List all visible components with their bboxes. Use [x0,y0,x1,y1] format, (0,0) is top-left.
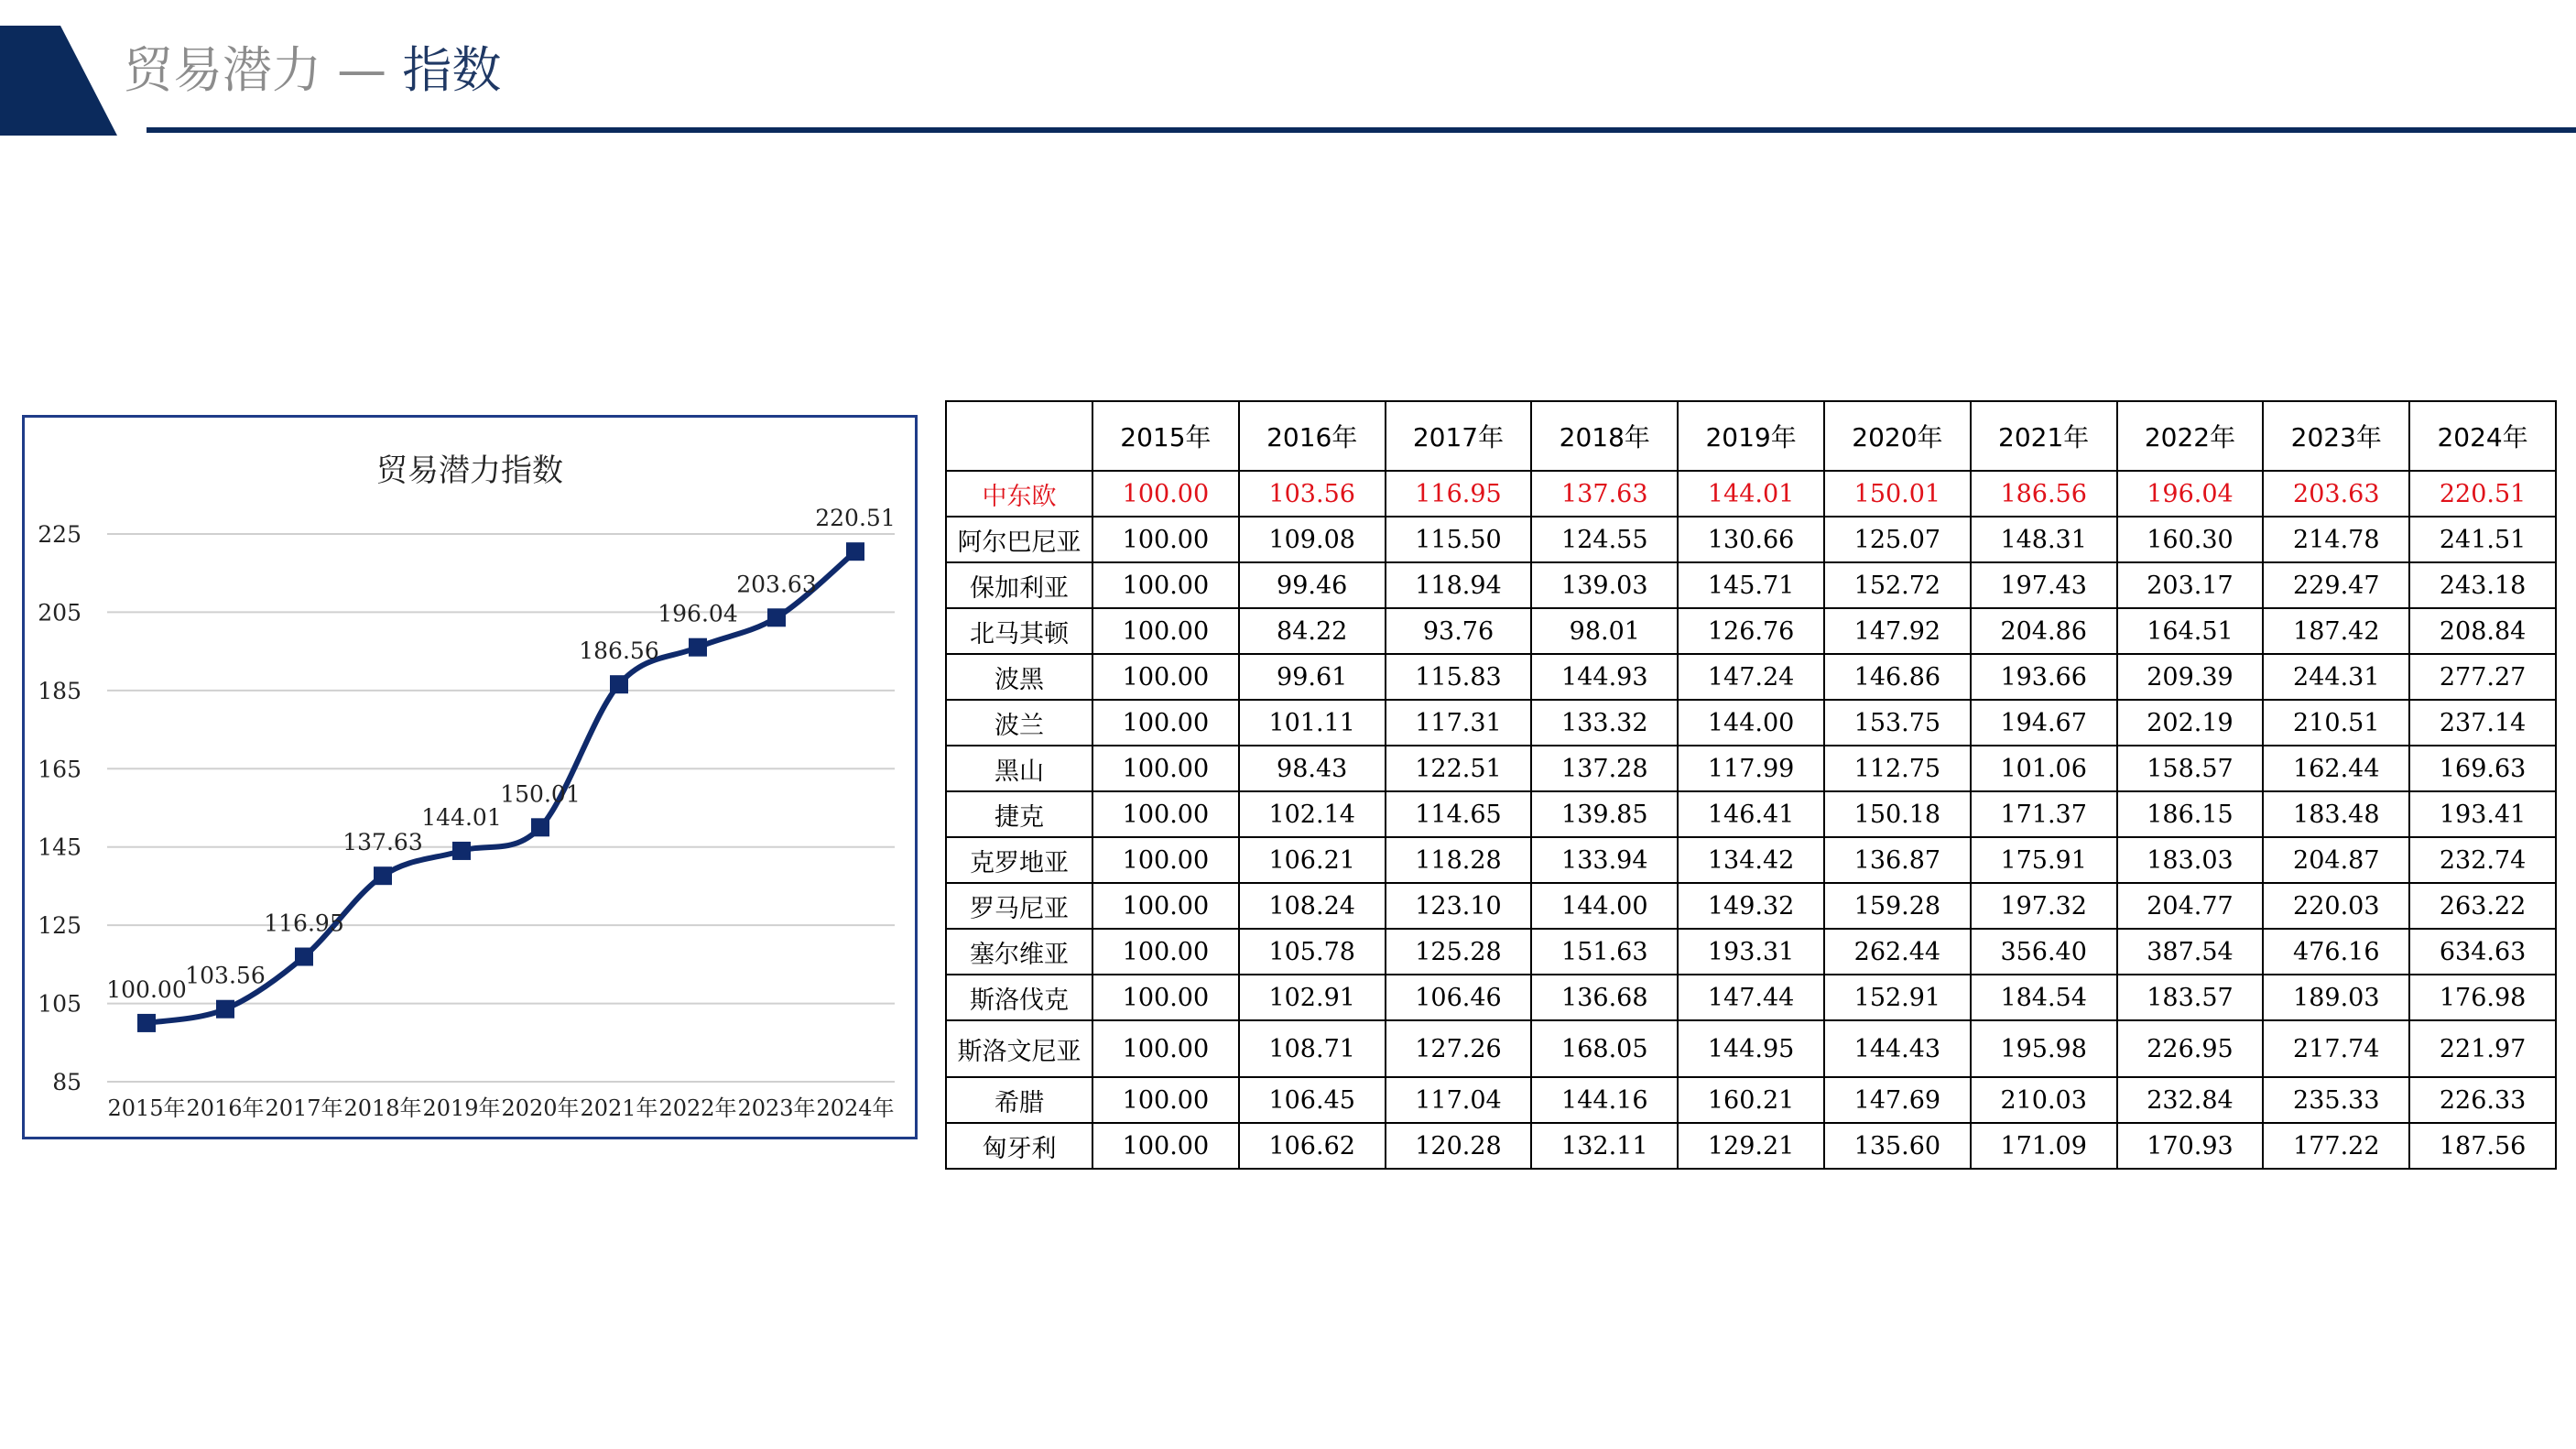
table-cell: 232.84 [2117,1077,2264,1123]
table-cell: 116.95 [1386,471,1532,517]
table-cell: 102.14 [1239,791,1386,837]
trade-potential-table [945,400,2557,1170]
table-cell: 145.71 [1678,562,1824,608]
table-cell: 235.33 [2263,1077,2409,1123]
table-cell: 144.16 [1531,1077,1678,1123]
y-tick-label: 185 [38,677,82,704]
table-cell: 176.98 [2409,975,2556,1020]
table-cell: 106.46 [1386,975,1532,1020]
table-cell: 114.65 [1386,791,1532,837]
data-point-marker [295,948,313,966]
table-cell: 93.76 [1386,608,1532,654]
table-cell: 98.01 [1531,608,1678,654]
table-cell: 144.00 [1531,883,1678,929]
table-cell: 100.00 [1092,562,1239,608]
table-cell: 170.93 [2117,1123,2264,1169]
table-cell: 135.60 [1824,1123,1971,1169]
table-cell: 171.09 [1971,1123,2117,1169]
x-tick-label: 2022年 [658,1095,737,1121]
table-row [946,1020,2556,1077]
table-cell: 125.07 [1824,517,1971,562]
table-cell: 168.05 [1531,1020,1678,1077]
data-point-marker [374,866,392,885]
chart-title: 贸易潜力指数 [376,452,563,489]
table-cell: 100.00 [1092,975,1239,1020]
table-cell: 204.87 [2263,837,2409,883]
table-column-header: 2022年 [2117,401,2264,471]
table-cell: 226.33 [2409,1077,2556,1123]
table-cell: 134.42 [1678,837,1824,883]
table-cell: 126.76 [1678,608,1824,654]
table-cell: 137.28 [1531,746,1678,791]
table-cell: 153.75 [1824,700,1971,746]
table-cell: 118.28 [1386,837,1532,883]
table-cell: 100.00 [1092,883,1239,929]
y-tick-label: 165 [38,756,82,783]
table-cell: 229.47 [2263,562,2409,608]
table-cell: 152.72 [1824,562,1971,608]
table-cell: 186.56 [1971,471,2117,517]
table-cell: 127.26 [1386,1020,1532,1077]
table-cell: 117.99 [1678,746,1824,791]
table-row [946,608,2556,654]
table-column-header: 2023年 [2263,401,2409,471]
table-cell: 109.08 [1239,517,1386,562]
data-point-marker [531,818,549,836]
table-cell: 136.68 [1531,975,1678,1020]
table-cell: 100.00 [1092,1123,1239,1169]
table-cell: 101.06 [1971,746,2117,791]
data-point-marker [137,1014,156,1032]
line-chart-panel [22,415,918,1139]
table-cell: 147.44 [1678,975,1824,1020]
line-chart [25,418,915,1137]
table-row-label: 保加利亚 [946,562,1092,608]
table-cell: 232.74 [2409,837,2556,883]
table-cell: 171.37 [1971,791,2117,837]
x-tick-label: 2019年 [422,1095,501,1121]
data-label: 150.01 [500,780,581,808]
table-column-header: 2016年 [1239,401,1386,471]
table-cell: 123.10 [1386,883,1532,929]
table-cell: 115.83 [1386,654,1532,700]
table-cell: 84.22 [1239,608,1386,654]
table-cell: 144.01 [1678,471,1824,517]
table-row-label: 克罗地亚 [946,837,1092,883]
table-column-header: 2021年 [1971,401,2117,471]
table-cell: 144.93 [1531,654,1678,700]
table-row [946,1077,2556,1123]
table-cell: 152.91 [1824,975,1971,1020]
table-cell: 133.32 [1531,700,1678,746]
table-cell: 139.03 [1531,562,1678,608]
table-cell: 184.54 [1971,975,2117,1020]
table-cell: 220.03 [2263,883,2409,929]
table-cell: 208.84 [2409,608,2556,654]
data-label: 203.63 [736,571,817,598]
table-cell: 164.51 [2117,608,2264,654]
table-cell: 147.92 [1824,608,1971,654]
table-cell: 210.51 [2263,700,2409,746]
table-cell: 101.11 [1239,700,1386,746]
table-cell: 175.91 [1971,837,2117,883]
table-cell: 106.45 [1239,1077,1386,1123]
table-cell: 220.51 [2409,471,2556,517]
table-cell: 243.18 [2409,562,2556,608]
y-tick-label: 225 [38,521,82,548]
table-cell: 100.00 [1092,746,1239,791]
table-cell: 100.00 [1092,1020,1239,1077]
table-cell: 169.63 [2409,746,2556,791]
table-cell: 193.66 [1971,654,2117,700]
table-row-label: 北马其顿 [946,608,1092,654]
data-label: 220.51 [815,505,896,532]
data-label: 144.01 [421,803,502,831]
table-cell: 189.03 [2263,975,2409,1020]
table-cell: 100.00 [1092,837,1239,883]
table-cell: 187.56 [2409,1123,2556,1169]
table-cell: 195.98 [1971,1020,2117,1077]
table-row-label: 波兰 [946,700,1092,746]
table-cell: 137.63 [1531,471,1678,517]
table-cell: 193.31 [1678,929,1824,975]
table-cell: 177.22 [2263,1123,2409,1169]
table-cell: 112.75 [1824,746,1971,791]
table-column-header: 2019年 [1678,401,1824,471]
table-row [946,883,2556,929]
table-cell: 159.28 [1824,883,1971,929]
table-cell: 108.24 [1239,883,1386,929]
table-cell: 129.21 [1678,1123,1824,1169]
table-cell: 105.78 [1239,929,1386,975]
table-cell: 124.55 [1531,517,1678,562]
table-cell: 98.43 [1239,746,1386,791]
table-row-label: 中东欧 [946,471,1092,517]
table-cell: 103.56 [1239,471,1386,517]
table-cell: 196.04 [2117,471,2264,517]
y-tick-label: 125 [38,912,82,940]
table-cell: 100.00 [1092,608,1239,654]
page-title-prefix: 贸易潜力 — [124,41,403,99]
x-tick-label: 2015年 [107,1095,186,1121]
x-tick-label: 2016年 [186,1095,265,1121]
table-cell: 237.14 [2409,700,2556,746]
table-cell: 136.87 [1824,837,1971,883]
table-cell: 197.32 [1971,883,2117,929]
table-cell: 262.44 [1824,929,1971,975]
table-cell: 226.95 [2117,1020,2264,1077]
table-cell: 100.00 [1092,929,1239,975]
table-cell: 108.71 [1239,1020,1386,1077]
table-cell: 146.86 [1824,654,1971,700]
table-row-label: 波黑 [946,654,1092,700]
table-row-label: 捷克 [946,791,1092,837]
table-row-label: 匈牙利 [946,1123,1092,1169]
data-label: 196.04 [658,600,738,627]
y-tick-label: 205 [38,599,82,626]
table-cell: 244.31 [2263,654,2409,700]
x-tick-label: 2017年 [265,1095,343,1121]
table-row [946,471,2556,517]
data-point-marker [767,608,786,626]
data-point-marker [610,675,628,693]
header-banner-shape [0,0,119,137]
table-cell: 203.63 [2263,471,2409,517]
table-cell: 160.30 [2117,517,2264,562]
table-row [946,1123,2556,1169]
table-cell: 139.85 [1531,791,1678,837]
data-point-marker [216,1000,234,1019]
table-cell: 476.16 [2263,929,2409,975]
table-cell: 100.00 [1092,1077,1239,1123]
data-label: 100.00 [106,975,187,1003]
x-tick-label: 2024年 [816,1095,895,1121]
table-row [946,746,2556,791]
table-cell: 634.63 [2409,929,2556,975]
table-row-label: 希腊 [946,1077,1092,1123]
table-cell: 100.00 [1092,471,1239,517]
table-cell: 221.97 [2409,1020,2556,1077]
table-cell: 356.40 [1971,929,2117,975]
table-cell: 122.51 [1386,746,1532,791]
table-cell: 147.69 [1824,1077,1971,1123]
table-column-header: 2018年 [1531,401,1678,471]
table-cell: 204.86 [1971,608,2117,654]
table-cell: 160.21 [1678,1077,1824,1123]
table-cell: 241.51 [2409,517,2556,562]
table-column-header: 2015年 [1092,401,1239,471]
table-cell: 150.18 [1824,791,1971,837]
table-cell: 133.94 [1531,837,1678,883]
table-column-header: 2024年 [2409,401,2556,471]
table-cell: 117.31 [1386,700,1532,746]
data-label: 186.56 [579,637,659,665]
table-cell: 204.77 [2117,883,2264,929]
table-cell: 277.27 [2409,654,2556,700]
page-title [124,41,502,99]
table-cell: 186.15 [2117,791,2264,837]
x-tick-label: 2021年 [580,1095,658,1121]
table-cell: 117.04 [1386,1077,1532,1123]
data-label: 116.95 [264,910,344,937]
page-title-highlight: 指数 [402,41,502,99]
table-cell: 99.46 [1239,562,1386,608]
y-tick-label: 145 [38,833,82,861]
table-cell: 183.57 [2117,975,2264,1020]
table-cell: 106.62 [1239,1123,1386,1169]
table-column-header: 2020年 [1824,401,1971,471]
table-cell: 387.54 [2117,929,2264,975]
table-header-row [946,401,2556,471]
table-cell: 149.32 [1678,883,1824,929]
table-row [946,517,2556,562]
table-cell: 147.24 [1678,654,1824,700]
table-row [946,700,2556,746]
table-cell: 120.28 [1386,1123,1532,1169]
table-corner-cell [946,401,1092,471]
table-row [946,975,2556,1020]
table-cell: 187.42 [2263,608,2409,654]
data-point-marker [452,842,471,860]
table-cell: 125.28 [1386,929,1532,975]
table-cell: 100.00 [1092,791,1239,837]
table-cell: 202.19 [2117,700,2264,746]
table-cell: 148.31 [1971,517,2117,562]
y-tick-label: 85 [52,1069,82,1095]
header-rule [147,127,2576,133]
table-row-label: 黑山 [946,746,1092,791]
table-cell: 197.43 [1971,562,2117,608]
table-cell: 193.41 [2409,791,2556,837]
table-cell: 183.03 [2117,837,2264,883]
table-cell: 146.41 [1678,791,1824,837]
table-cell: 100.00 [1092,517,1239,562]
table-cell: 194.67 [1971,700,2117,746]
table-row-label: 塞尔维亚 [946,929,1092,975]
table-row-label: 罗马尼亚 [946,883,1092,929]
x-tick-label: 2018年 [343,1095,422,1121]
table-cell: 100.00 [1092,654,1239,700]
table-column-header: 2017年 [1386,401,1532,471]
table-cell: 183.48 [2263,791,2409,837]
table-cell: 130.66 [1678,517,1824,562]
data-label: 103.56 [185,962,266,989]
table-row-label: 阿尔巴尼亚 [946,517,1092,562]
table-cell: 144.00 [1678,700,1824,746]
y-tick-label: 105 [38,990,82,1018]
data-label: 137.63 [342,829,423,856]
table-row [946,562,2556,608]
table-cell: 151.63 [1531,929,1678,975]
table-cell: 144.95 [1678,1020,1824,1077]
table-row-label: 斯洛文尼亚 [946,1020,1092,1077]
table-cell: 144.43 [1824,1020,1971,1077]
table-cell: 263.22 [2409,883,2556,929]
x-tick-label: 2023年 [737,1095,816,1121]
table-cell: 203.17 [2117,562,2264,608]
data-point-marker [689,638,707,657]
table-cell: 209.39 [2117,654,2264,700]
table-row [946,654,2556,700]
table-cell: 214.78 [2263,517,2409,562]
table-cell: 132.11 [1531,1123,1678,1169]
table-cell: 162.44 [2263,746,2409,791]
table-cell: 158.57 [2117,746,2264,791]
table-cell: 115.50 [1386,517,1532,562]
table-cell: 100.00 [1092,700,1239,746]
table-cell: 118.94 [1386,562,1532,608]
table-cell: 99.61 [1239,654,1386,700]
table-row [946,791,2556,837]
table-cell: 106.21 [1239,837,1386,883]
table-row [946,929,2556,975]
data-point-marker [846,542,864,561]
table-cell: 210.03 [1971,1077,2117,1123]
table-row [946,837,2556,883]
table-cell: 102.91 [1239,975,1386,1020]
x-tick-label: 2020年 [501,1095,580,1121]
table-row-label: 斯洛伐克 [946,975,1092,1020]
table-cell: 217.74 [2263,1020,2409,1077]
table-cell: 150.01 [1824,471,1971,517]
